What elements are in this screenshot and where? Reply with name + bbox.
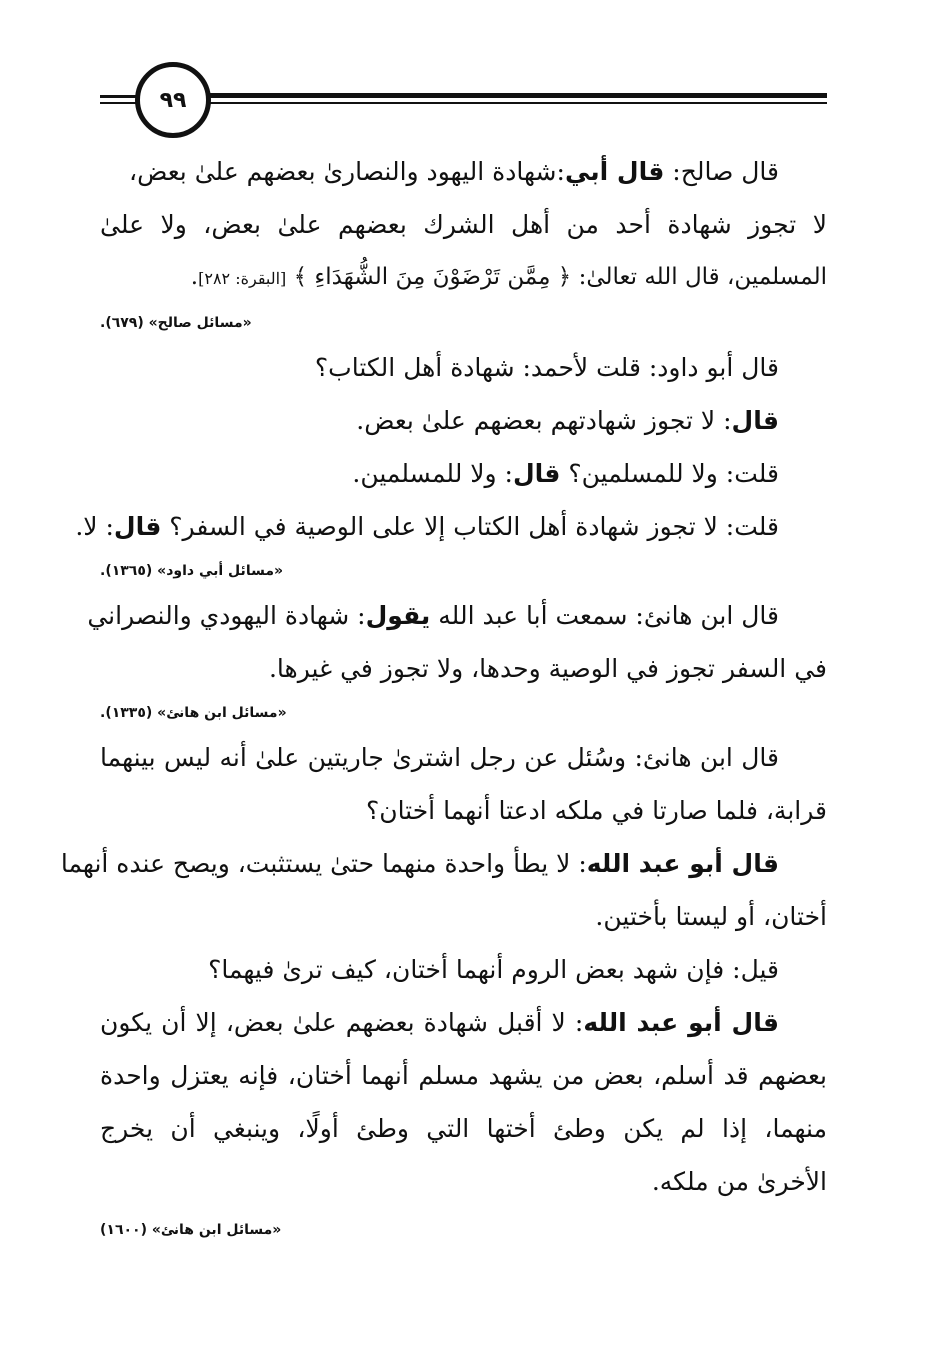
text-span: المسلمين، قال الله تعالىٰ: ﴿ مِمَّن تَرْضَوْنَ مِنَ الشُّهَدَاءِ ﴾ bbox=[286, 264, 827, 290]
text-span: لا تجوز شهادة أحد من أهل الشرك بعضهم علىٰ بعض، ولا علىٰ bbox=[100, 210, 827, 239]
text-block bbox=[87, 589, 827, 731]
bold-label: قال bbox=[512, 459, 561, 488]
header-rule-left bbox=[100, 95, 140, 98]
bold-label: يقول bbox=[365, 601, 431, 630]
text-line bbox=[100, 1155, 827, 1208]
text-span: قيل: فإن شهد بعض الروم أنهما أختان، كيف ترىٰ فيهما؟ bbox=[208, 955, 779, 984]
page-body bbox=[60, 145, 827, 1248]
bold-label: قال أبي bbox=[564, 157, 665, 186]
header-rule-thin bbox=[200, 102, 827, 104]
header-rule-thick bbox=[200, 93, 827, 98]
text-span: قال ابن هانئ: سمعت أبا عبد الله bbox=[430, 601, 779, 630]
text-span: :شهادة اليهود والنصارىٰ بعضهم علىٰ بعض، bbox=[129, 157, 565, 186]
header-rule-left-thin bbox=[100, 102, 140, 104]
text-line bbox=[100, 145, 827, 198]
source-citation: «مسائل أبي داود» (١٣٦٥). bbox=[100, 563, 284, 579]
text-line bbox=[100, 642, 827, 695]
text-span: أختان، أو ليستا بأختين. bbox=[595, 902, 827, 931]
text-span: : لا أقبل شهادة بعضهم علىٰ بعض، إلا أن يكون bbox=[100, 1008, 584, 1037]
quran-reference: [البقرة: ٢٨٢] bbox=[198, 269, 287, 288]
text-span: : لا يطأ واحدة منهما حتىٰ يستثبت، ويصح عنده أنهما bbox=[60, 849, 587, 878]
text-span: بعضهم قد أسلم، بعض من يشهد مسلم أنهما أختان، فإنه يعتزل واحدة bbox=[100, 1061, 827, 1090]
page-number: ٩٩ bbox=[135, 62, 211, 138]
text-line bbox=[100, 447, 827, 500]
bold-label: قال bbox=[113, 512, 162, 541]
text-line bbox=[100, 1049, 827, 1102]
text-line bbox=[100, 251, 827, 305]
text-span: قال أبو داود: قلت لأحمد: شهادة أهل الكتاب؟ bbox=[314, 353, 779, 382]
text-span: : لا تجوز شهادتهم بعضهم علىٰ بعض. bbox=[356, 406, 732, 435]
text-span: قلت: ولا للمسلمين؟ bbox=[560, 459, 779, 488]
text-line bbox=[100, 996, 827, 1049]
source-citation: «مسائل ابن هانئ» (١٦٠٠) bbox=[100, 1222, 282, 1238]
text-line bbox=[100, 943, 827, 996]
text-span: الأخرىٰ من ملكه. bbox=[651, 1167, 827, 1196]
text-line bbox=[60, 837, 827, 890]
text-block bbox=[100, 145, 827, 341]
source-citation: «مسائل صالح» (٦٧٩). bbox=[100, 315, 252, 331]
text-span: . bbox=[190, 264, 199, 290]
text-line bbox=[100, 784, 827, 837]
text-line bbox=[100, 341, 827, 394]
text-span: في السفر تجوز في الوصية وحدها، ولا تجوز في غيرها. bbox=[268, 654, 827, 683]
text-span: : لا. bbox=[75, 512, 114, 541]
text-line bbox=[100, 198, 827, 251]
bold-label: قال أبو عبد الله bbox=[586, 849, 779, 878]
text-span: قلت: لا تجوز شهادة أهل الكتاب إلا على الوصية في السفر؟ bbox=[161, 512, 779, 541]
text-span: قال ابن هانئ: وسُئل عن رجل اشترىٰ جاريتين علىٰ أنه ليس بينهما bbox=[100, 743, 779, 772]
text-span: منهما، إذا لم يكن وطئ أختها التي وطئ أولًا، وينبغي أن يخرج bbox=[100, 1114, 827, 1143]
text-line bbox=[100, 1102, 827, 1155]
bold-label: قال أبو عبد الله bbox=[583, 1008, 779, 1037]
text-span: قرابة، فلما صارتا في ملكه ادعتا أنهما أختان؟ bbox=[365, 796, 827, 825]
text-span: : ولا للمسلمين. bbox=[352, 459, 513, 488]
text-block bbox=[75, 341, 827, 589]
text-span: : شهادة اليهودي والنصراني bbox=[87, 601, 366, 630]
text-block bbox=[60, 731, 827, 1248]
source-citation: «مسائل ابن هانئ» (١٣٣٥). bbox=[100, 705, 287, 721]
text-line bbox=[87, 589, 827, 642]
text-line bbox=[100, 731, 827, 784]
text-span: قال صالح: bbox=[664, 157, 779, 186]
text-line bbox=[100, 890, 827, 943]
text-line bbox=[100, 394, 827, 447]
bold-label: قال bbox=[731, 406, 779, 435]
text-line bbox=[75, 500, 827, 553]
